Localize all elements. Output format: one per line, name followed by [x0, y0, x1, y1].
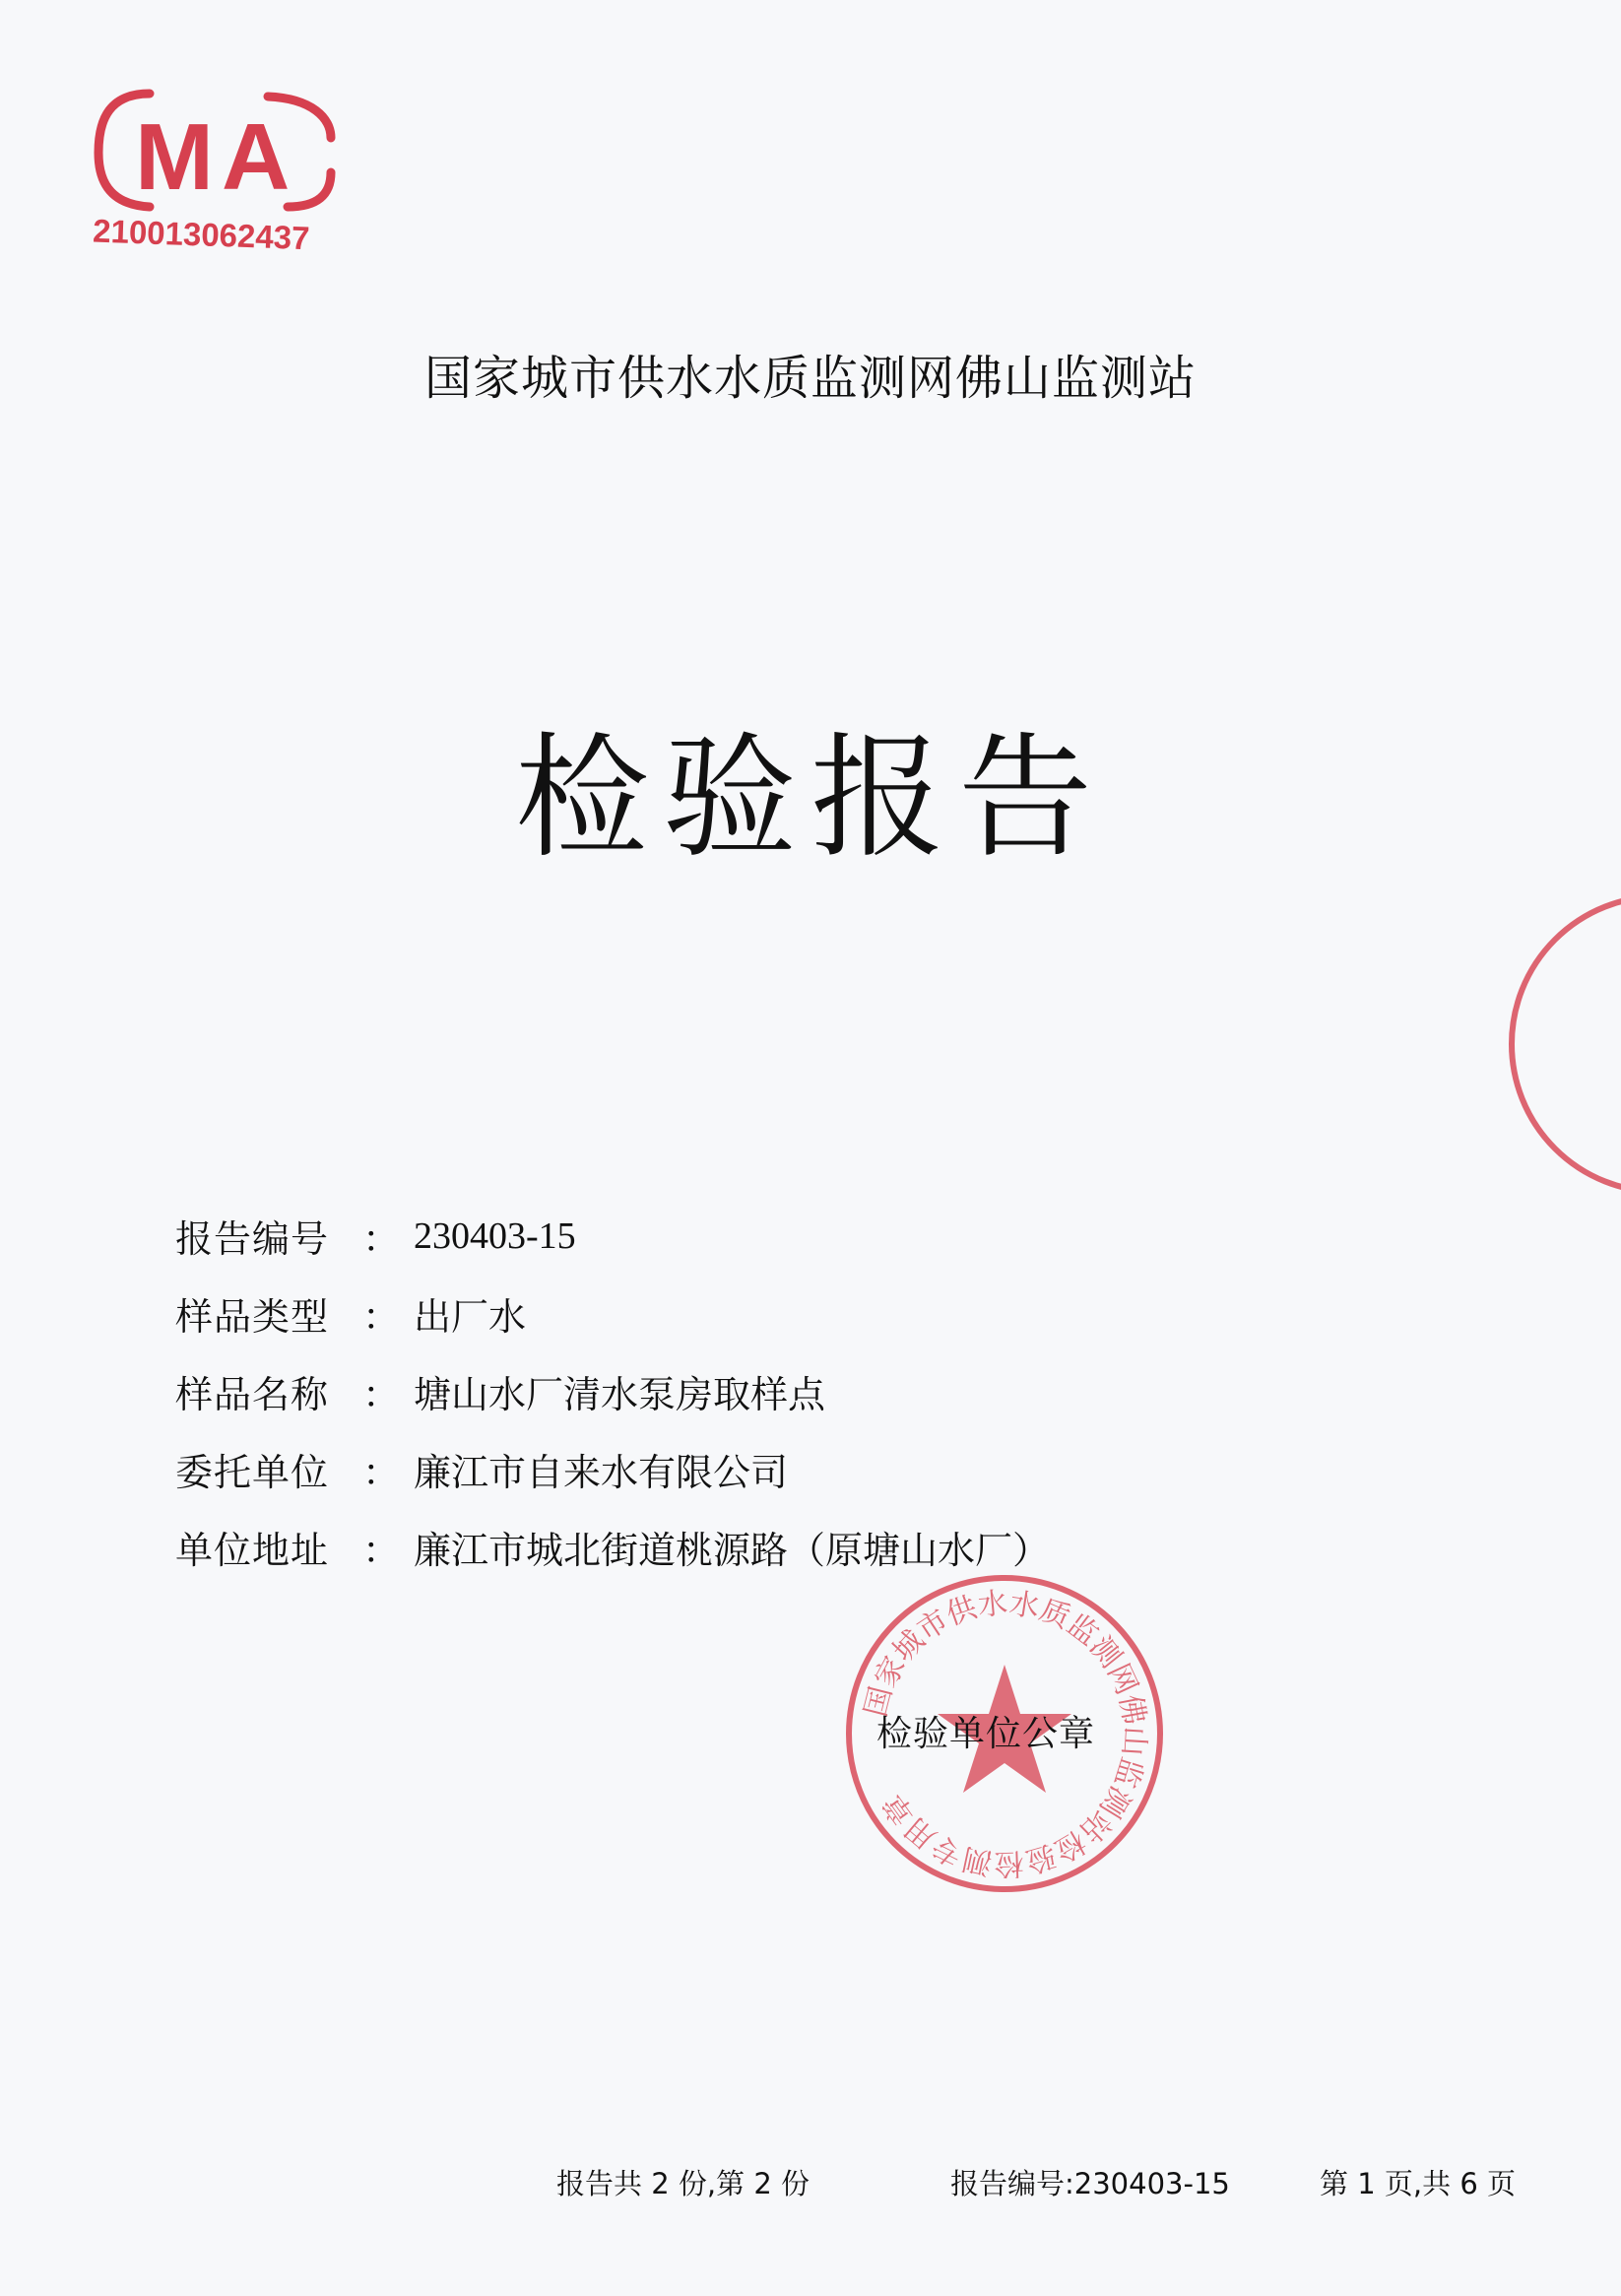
seal-ring-text: 国家城市供水水质监测网佛山监测站检验检测专用章 [858, 1586, 1152, 1881]
field-label: 委托单位 [175, 1451, 330, 1494]
field-sample-name [175, 1352, 1050, 1430]
field-colon: ： [362, 1295, 401, 1339]
cma-letters: MA [135, 104, 298, 210]
field-label: 样品类型 [175, 1295, 330, 1339]
cma-number: 210013062437 [92, 212, 311, 256]
field-colon: ： [362, 1217, 401, 1261]
field-client [175, 1430, 1050, 1508]
field-label: 样品名称 [175, 1373, 330, 1416]
organization-title: 国家城市供水水质监测网佛山监测站 [423, 351, 1197, 406]
footer-report-number: 报告编号:230403-15 [950, 2167, 1230, 2200]
field-colon: ： [362, 1451, 401, 1494]
field-value: 230403-15 [414, 1214, 576, 1257]
field-value: 廉江市城北街道桃源路（原塘山水厂） [414, 1529, 1051, 1572]
field-value: 塘山水厂清水泵房取样点 [414, 1373, 826, 1416]
field-value: 出厂水 [414, 1295, 527, 1339]
report-fields [175, 1197, 1050, 1586]
cma-certification-mark [91, 79, 347, 256]
document-title: 检验报告 [515, 721, 1106, 877]
edge-seal [1502, 886, 1621, 1202]
seal-caption: 检验单位公章 [876, 1714, 1096, 1754]
field-label: 报告编号 [175, 1217, 330, 1261]
field-report-number [175, 1197, 1050, 1275]
field-colon: ： [362, 1373, 401, 1416]
field-label: 单位地址 [175, 1529, 330, 1572]
footer-page-count: 第 1 页,共 6 页 [1320, 2167, 1516, 2200]
field-sample-type [175, 1275, 1050, 1352]
field-colon: ： [362, 1529, 401, 1572]
field-value: 廉江市自来水有限公司 [414, 1451, 789, 1494]
footer-copies: 报告共 2 份,第 2 份 [556, 2167, 810, 2200]
